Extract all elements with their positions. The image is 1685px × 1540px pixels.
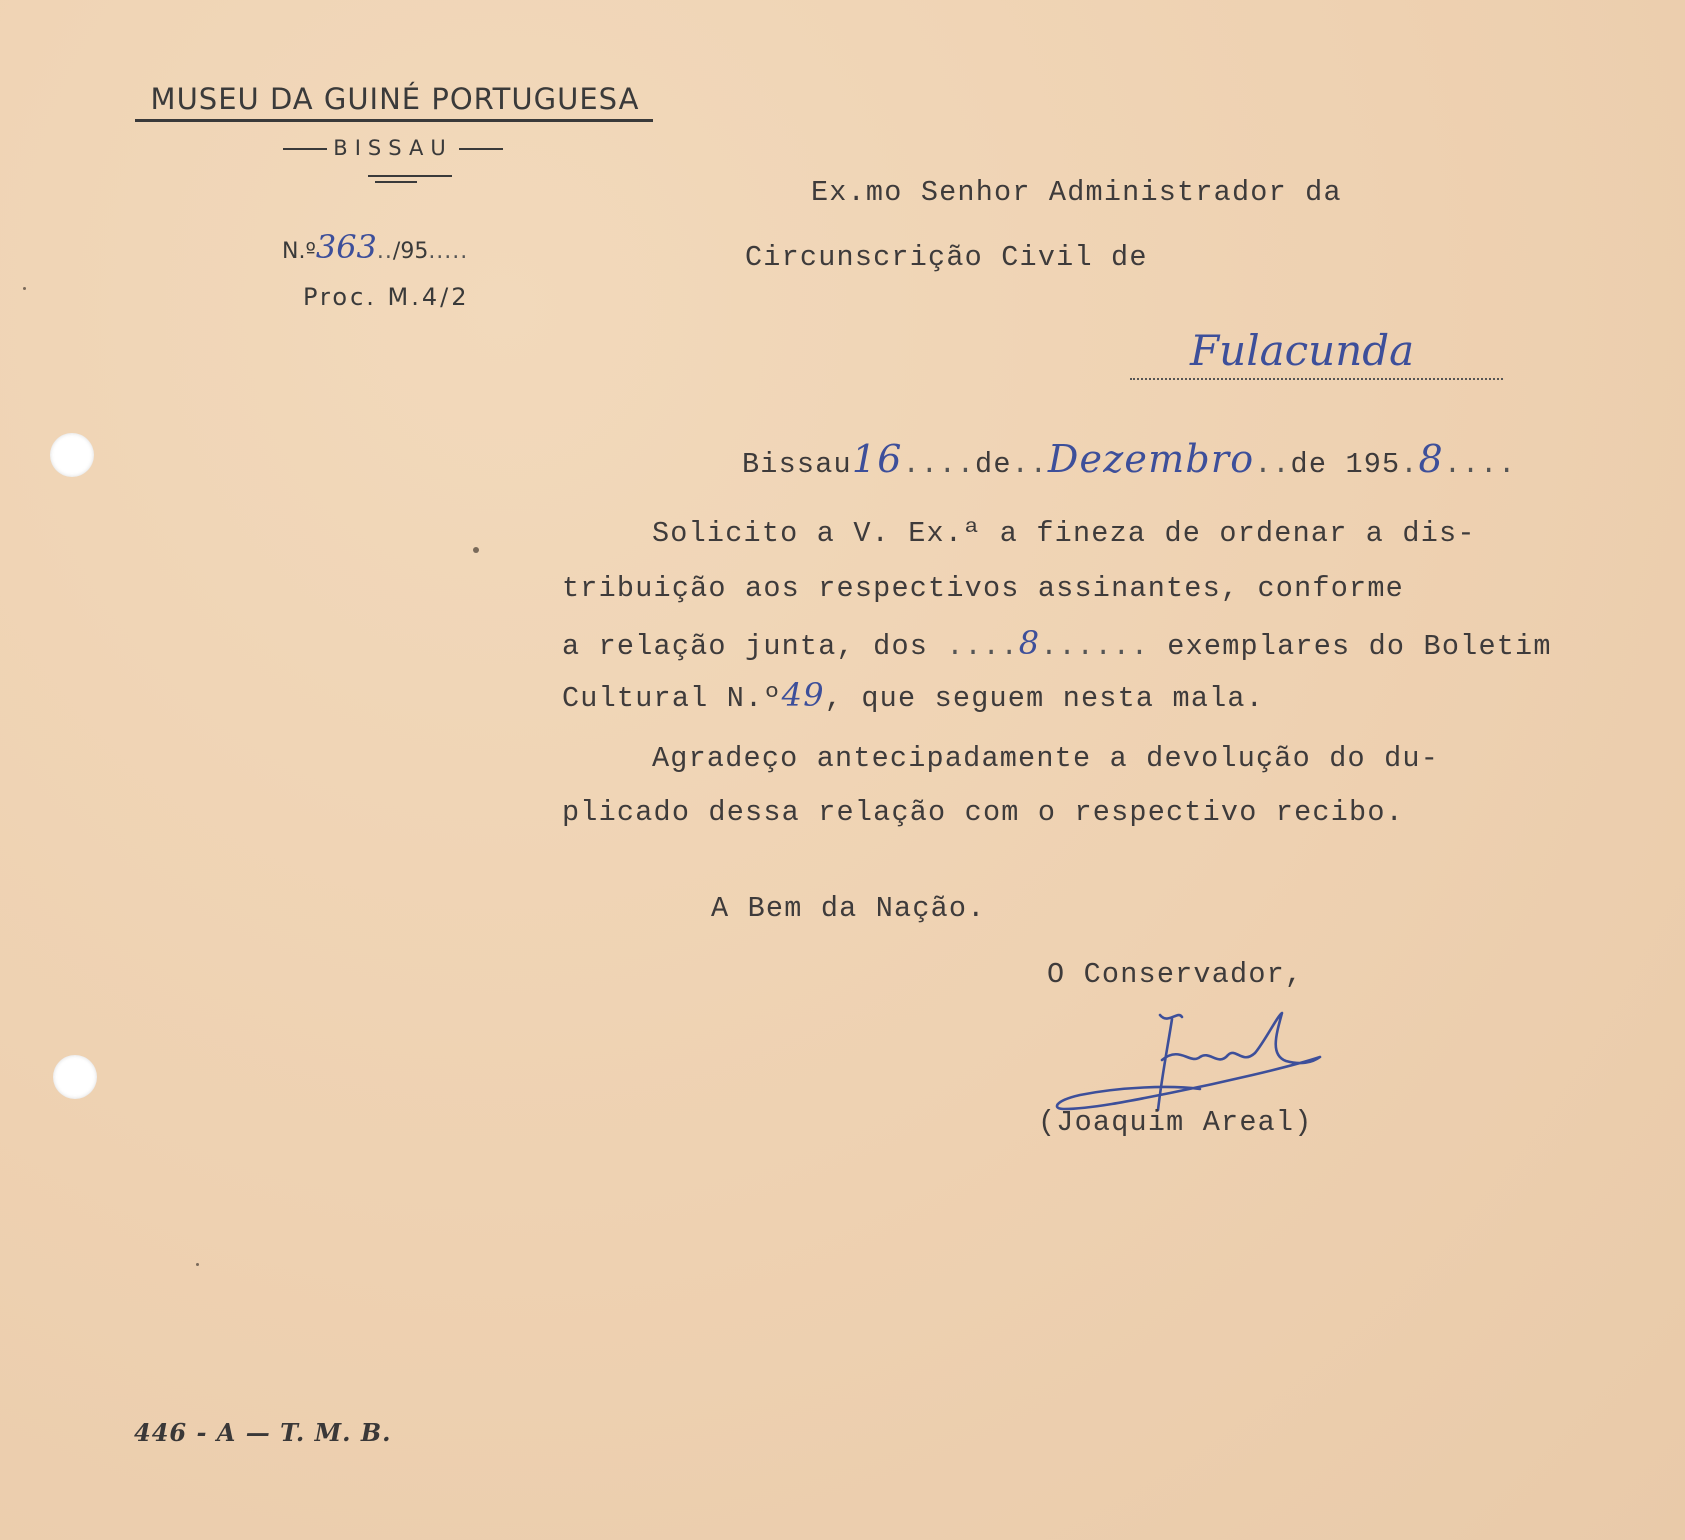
paper-speck — [196, 1263, 199, 1266]
body-line: tribuição aos respectivos assinantes, conforme — [562, 572, 1404, 605]
copies-handwritten: 8 — [1018, 624, 1041, 662]
body-text: , que seguem nesta mala. — [824, 682, 1265, 715]
place-handwritten: Fulacunda — [1190, 326, 1415, 375]
body-line: a relação junta, dos ....8...... exemplares do Boletim — [562, 624, 1552, 663]
reference-number-prefix: N.º — [282, 239, 316, 264]
reference-number-handwritten: 363 — [315, 228, 377, 266]
date-day-handwritten: 16 — [851, 437, 903, 481]
process-reference: Proc. M.4/2 — [303, 283, 470, 311]
body-text: a relação junta, dos — [562, 630, 929, 663]
punch-hole — [53, 1055, 97, 1099]
body-text: exemplares do Boletim — [1167, 630, 1552, 663]
signatory-name: (Joaquim Areal) — [1038, 1106, 1313, 1139]
body-line — [562, 676, 1264, 715]
paper-speck — [473, 547, 479, 553]
bulletin-number-handwritten: 49 — [781, 676, 825, 714]
letterhead-rule — [375, 181, 417, 183]
letterhead-city: BISSAU — [258, 136, 528, 160]
addressee-line: Ex.mo Senhor Administrador da — [811, 176, 1342, 209]
date-connector: de — [975, 448, 1012, 481]
reference-number: N.º363../95..... — [282, 228, 469, 266]
letter-date: Bissau16....de..Dezembro..de 195.8.... — [742, 437, 1517, 481]
print-code: 446 - A — T. M. B. — [134, 1418, 392, 1447]
addressee-line: Circunscrição Civil de — [745, 241, 1148, 274]
date-city: Bissau — [742, 448, 852, 481]
body-text: Cultural N.º — [562, 682, 782, 715]
signatory-role: O Conservador, — [1047, 958, 1304, 991]
closing-salutation: A Bem da Nação. — [711, 892, 986, 925]
date-connector: de — [1290, 448, 1328, 481]
date-year-prefix: 195 — [1345, 448, 1401, 481]
date-year-handwritten: 8 — [1418, 437, 1444, 481]
letterhead-rule — [135, 119, 653, 122]
letterhead-institution: MUSEU DA GUINÉ PORTUGUESA — [150, 82, 640, 116]
reference-number-year: /95 — [392, 239, 429, 264]
body-line: plicado dessa relação com o respectivo recibo. — [562, 796, 1404, 829]
body-line: Agradeço antecipadamente a devolução do du- — [652, 742, 1440, 775]
letterhead-rule — [368, 175, 452, 177]
punch-hole — [50, 433, 94, 477]
body-line: Solicito a V. Ex.ª a fineza de ordenar a dis- — [652, 517, 1476, 550]
date-month-handwritten: Dezembro — [1047, 437, 1255, 481]
paper-speck — [23, 287, 26, 290]
